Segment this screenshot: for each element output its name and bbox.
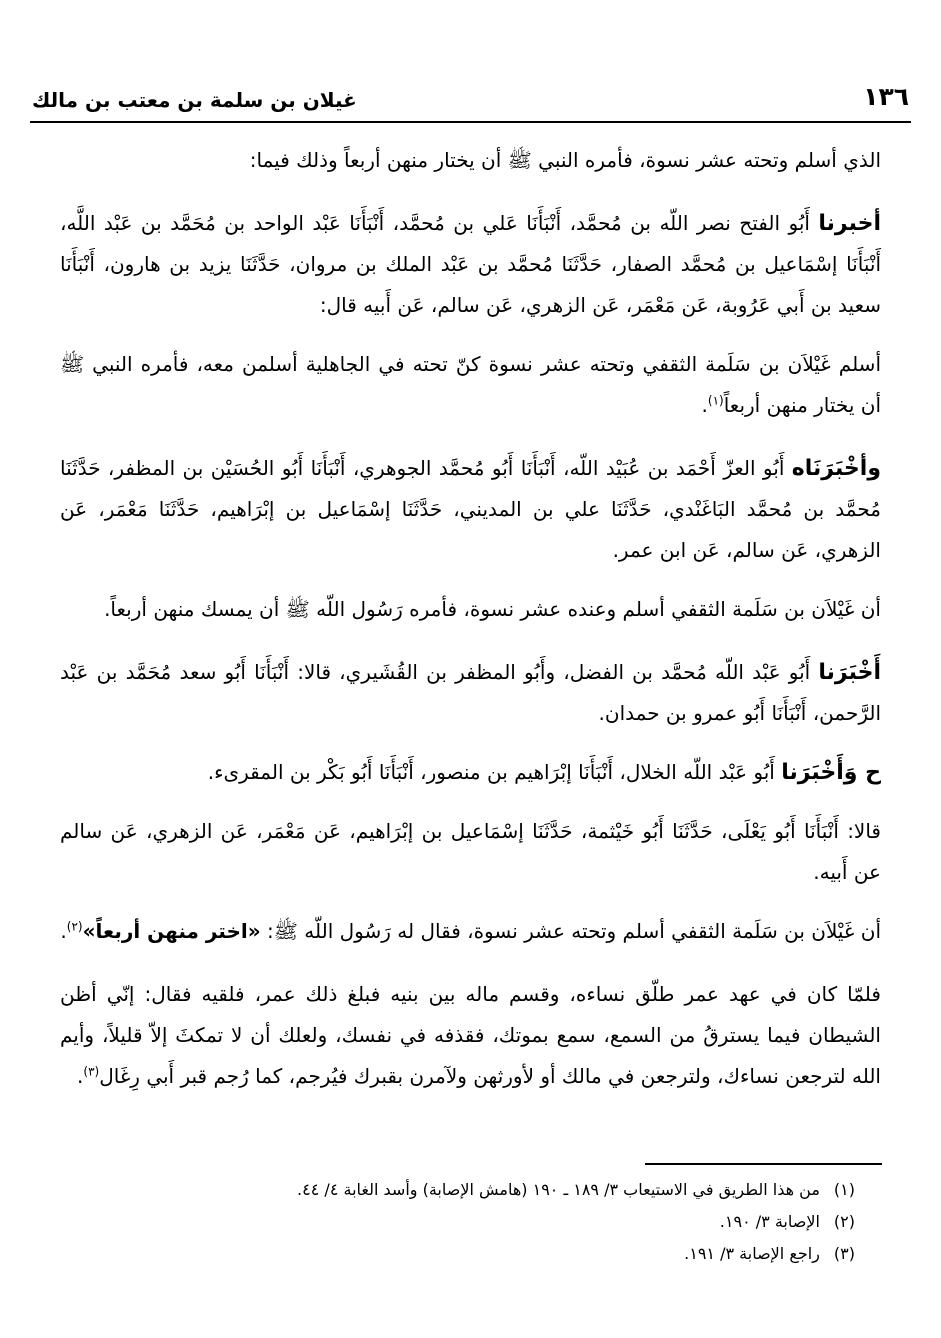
hadith-paragraph bbox=[60, 589, 881, 630]
main-text bbox=[60, 140, 881, 1119]
header-rule bbox=[30, 121, 911, 123]
paragraph-text: أَبُو العزّ أَحْمَد بن عُبَيْد اللّه، أَنْبَأَنَا أَبُو مُحمَّد الجوهري، أَنْبَأَنَا أَبُو الحُسَيْن بن المظفر، حَدَّثَنَا مُحمَّد بن مُحمَّد البَاغَنْدي، حَدَّثَنَا علي بن المديني، حَدَّثَنَا إسْمَاعيل بن إبْرَاهيم، حَدَّثَنَا مَعْمَر، عَن الزهري، عَن سالم، عَن ابن عمر. bbox=[60, 456, 881, 562]
paragraph-end: . bbox=[701, 393, 708, 417]
paragraph-end: . bbox=[77, 1064, 84, 1088]
paragraph-text: أَبُو عَبْد اللّه مُحمَّد بن الفضل، وأَبُو المظفر بن القُشَيري، قالا: أَنْبَأَنَا أَبُو سعد مُحَمَّد بن عَبْد الرَّحمن، أَنْبَأَنَا أَبُو عمرو بن حمدان. bbox=[60, 660, 881, 725]
running-title: غيلان بن سلمة بن معتب بن مالك bbox=[32, 88, 357, 112]
quoted-saying: «اختر منهن أربعاً» bbox=[82, 919, 261, 943]
footnote-text: الإصابة ٣/ ١٩٠. bbox=[719, 1212, 820, 1231]
narration-lead: أَخْبَرَنا bbox=[818, 660, 881, 685]
paragraph-intro bbox=[60, 140, 881, 181]
paragraph-text: الذي أسلم وتحته عشر نسوة، فأمره النبي ﷺ أن يختار منهن أربعاً وذلك فيما: bbox=[249, 148, 881, 172]
footnote-ref: (٢) bbox=[66, 919, 83, 934]
isnad-paragraph bbox=[60, 203, 881, 326]
footnote bbox=[60, 1238, 855, 1270]
page-number: ١٣٦ bbox=[863, 82, 909, 111]
story-paragraph bbox=[60, 974, 881, 1097]
paragraph-text: أسلم غَيْلاَن بن سَلَمة الثقفي وتحته عشر نسوة كنّ تحته في الجاهلية أسلمن معه، فأمره النبي ﷺ أن يختار منهن أربعاً bbox=[60, 352, 881, 417]
isnad-paragraph bbox=[60, 811, 881, 893]
isnad-paragraph bbox=[60, 752, 881, 793]
paragraph-end: . bbox=[60, 919, 67, 943]
footnotes bbox=[60, 1174, 855, 1270]
hadith-paragraph bbox=[60, 911, 881, 952]
footnote bbox=[60, 1206, 855, 1238]
page-header bbox=[30, 78, 911, 118]
hadith-paragraph bbox=[60, 344, 881, 426]
paragraph-text: أَبُو الفتح نصر اللّه بن مُحمَّد، أَنْبَأَنَا عَلي بن مُحمَّد، أَنْبَأَنَا عَبْد الواحد بن مُحَمَّد بن عَبْد اللَّه، أَنْبَأَنَا إسْمَاعيل بن مُحمَّد الصفار، حَدَّثَنَا مُحمَّد بن عَبْد الملك بن مروان، حَدَّثَنَا يزيد بن هارون، أَنْبَأَنَا سعيد بن أَبي عَرُوبة، عَن مَعْمَر، عَن الزهري، عَن سالم، عَن أَبيه قال: bbox=[60, 211, 881, 317]
footnote-number: (٢) bbox=[833, 1212, 855, 1231]
isnad-paragraph bbox=[60, 448, 881, 571]
narration-lead: وأخْبَرَنَاه bbox=[791, 456, 881, 481]
footnote-number: (١) bbox=[833, 1180, 855, 1199]
narration-lead: أخبرنا bbox=[818, 211, 881, 236]
narration-lead: ح وَأَخْبَرَنا bbox=[781, 760, 881, 785]
paragraph-text: أن غَيْلاَن بن سَلَمة الثقفي أسلم وتحته عشر نسوة، فقال له رَسُول اللّه ﷺ: bbox=[260, 919, 881, 943]
paragraph-text: أن غَيْلاَن بن سَلَمة الثقفي أسلم وعنده عشر نسوة، فأمره رَسُول اللّه ﷺ أن يمسك منهن أربعاً. bbox=[104, 597, 881, 621]
footnote-text: راجع الإصابة ٣/ ١٩١. bbox=[684, 1244, 820, 1263]
footnote bbox=[60, 1174, 855, 1206]
isnad-paragraph bbox=[60, 652, 881, 734]
paragraph-text: فلمّا كان في عهد عمر طلّق نساءه، وقسم ماله بين بنيه فبلغ ذلك عمر، فلقيه فقال: إنّي أظن الشيطان فيما يسترقُ من السمع، سمع بموتك، فقذفه في نفسك، ولعلك أن لا تمكثَ إلاّ قليلاً، وأيم الله لترجعن نساءك، ولترجعن في مالك أو لأورثهن ولآمرن بقبرك فيُرجم، كما رُجم قبر أَبي رِغَال bbox=[60, 982, 881, 1088]
footnote-text: من هذا الطريق في الاستيعاب ٣/ ١٨٩ ـ ١٩٠ (هامش الإصابة) وأسد الغابة ٤/ ٤٤. bbox=[297, 1180, 820, 1199]
footnote-rule bbox=[645, 1163, 882, 1165]
paragraph-text: أَبُو عَبْد اللّه الخلال، أَنْبَأَنَا إبْرَاهيم بن منصور، أَنْبَأَنَا أَبُو بَكْر بن المقرىء. bbox=[207, 760, 782, 784]
footnote-ref: (١) bbox=[707, 393, 724, 408]
footnote-ref: (٣) bbox=[83, 1064, 100, 1079]
paragraph-text: قالا: أَنْبَأَنَا أَبُو يَعْلَى، حَدَّثَنَا أَبُو خَيْثمة، حَدَّثَنَا إسْمَاعيل بن إبْرَاهيم، عَن مَعْمَر، عَن الزهري، عَن سالم عن أَبيه. bbox=[60, 819, 881, 884]
footnote-number: (٣) bbox=[833, 1244, 855, 1263]
